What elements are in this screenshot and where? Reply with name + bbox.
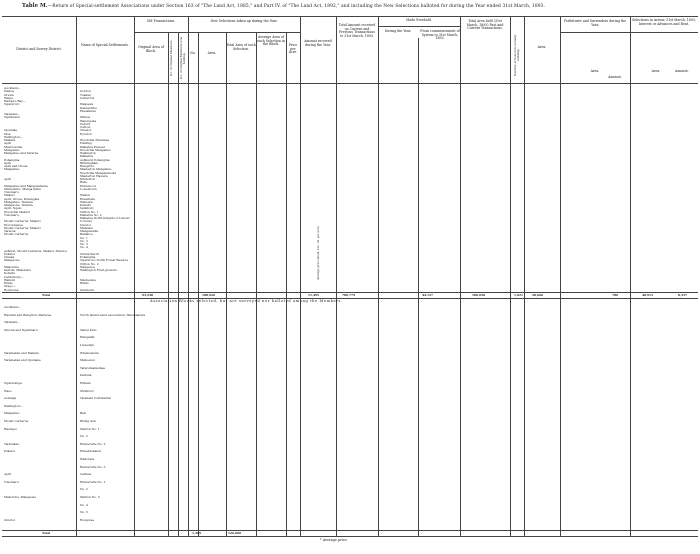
district-cell: Hauraki and Rangitoto Pastures xyxy=(4,312,52,317)
settlement-name-cell: Wangaroa xyxy=(80,264,95,269)
district-cell: Kohuhu xyxy=(4,271,16,276)
district-cell: Taramakau and Makara xyxy=(4,350,39,355)
district-cell: Hinds xyxy=(4,281,13,285)
settlement-name-cell: Hunterville No. 2 xyxy=(80,441,106,446)
district-cell: Apiti xyxy=(4,472,11,477)
district-cell: Rowleuna xyxy=(4,287,19,292)
settlement-name-cell: Ballance xyxy=(80,232,93,237)
district-cell: Otago— xyxy=(4,284,16,289)
settlement-name-cell: Wellington Fruit-growers xyxy=(80,268,117,272)
settlement-name-cell: Ngaruroro North Forest Reserve xyxy=(80,258,129,263)
settlement-name-cell: Kimbolton xyxy=(80,177,96,181)
district-cell: Auckland— xyxy=(4,86,21,90)
settlement-name-cell: Stratford xyxy=(80,388,94,393)
header-arrear-area: Area. xyxy=(651,69,661,73)
district-cell: Makotuku xyxy=(4,264,19,269)
settlement-name-cell: Mackenzie xyxy=(80,277,96,282)
table-caption: —Return of Special-settlement Associations under Section 163 of "The Land Act, 1885," and Part IV. of "The Land Act, 1892," and including the New Selections balloted for during the Year ended 31st March, 1893. xyxy=(47,4,546,9)
header-residing: Number of Selectors actually residing. xyxy=(513,34,520,76)
header-new: New Selections taken up during the Year. xyxy=(210,19,278,23)
district-cell: Apiti, Ngaio xyxy=(4,206,22,211)
settlement-name-cell: Woodville Mangatainoka xyxy=(80,170,117,175)
settlement-name-cell: Hinds xyxy=(80,281,89,285)
table-title xyxy=(22,3,692,9)
district-cell: Wellington— xyxy=(4,134,23,139)
group-rule xyxy=(134,32,188,33)
district-cell: Apiti xyxy=(4,141,11,146)
settlement-name-cell: Tararumakauhaa xyxy=(80,365,105,370)
settlement-name-cell: Masterton Mangahao xyxy=(80,167,112,172)
table-row xyxy=(2,465,698,469)
district-cell: Opunake xyxy=(4,128,18,133)
settlement-name-cell: Umutoi xyxy=(80,222,91,227)
district-cell: Makotuku, Mangaone xyxy=(4,495,37,499)
district-cell: Mangahao xyxy=(4,411,20,416)
district-cell: Mount Cerberus, Makuri xyxy=(4,219,41,224)
header-old: Old Transactions. xyxy=(146,19,176,23)
settlement-name-cell: Llewellyn xyxy=(80,343,95,347)
settlement-name-cell: Eketahuna xyxy=(80,108,96,113)
district-cell: Tokomaru xyxy=(4,479,19,484)
settlement-name-cell: Taranaki Continental xyxy=(80,396,111,401)
settlement-name-cell: No. 2 xyxy=(80,238,88,243)
district-cell: Mount Cerberus xyxy=(4,232,29,237)
district-cell: Puketoi xyxy=(4,251,16,256)
district-cell: Ngatimaru xyxy=(4,115,20,120)
district-cell: Auckland— xyxy=(4,305,21,309)
header-total-area-held: Total Area held (31st March, 1893) Past and Current Transactions. xyxy=(466,19,504,31)
district-cell: Taranaki— xyxy=(4,112,20,116)
settlement-name-cell: Mahoenui xyxy=(80,358,95,363)
section2-total-row xyxy=(2,531,698,535)
district-cell: Mount Cerberus, Makuri xyxy=(4,225,41,230)
settlement-name-cell: Kahuiti xyxy=(80,203,91,207)
district-cell: Ashurst, Mount Cerberus, Makuri, Puketoi xyxy=(4,248,67,253)
header-during-year: During the Year. xyxy=(384,29,412,33)
header-bottom-rule xyxy=(2,83,698,84)
header-old-now: No. of Original Members now holding. xyxy=(179,36,186,80)
table-row xyxy=(2,343,698,347)
district-cell: Hawke's Bay— xyxy=(4,99,26,103)
settlement-name-cell: Ball xyxy=(80,411,86,416)
total-arrear-area: 48,913 xyxy=(642,293,654,297)
table-row xyxy=(2,305,698,309)
table-row xyxy=(2,495,698,499)
total-freehold-area: 44,127 xyxy=(422,293,434,297)
header-made-freehold: Made Freehold. xyxy=(406,18,432,22)
district-cell: Canterbury— xyxy=(4,274,24,279)
district-cell: Taramakau and Opunake xyxy=(4,358,41,363)
settlement-name-cell: No. 2 xyxy=(80,487,88,492)
table-row xyxy=(2,457,698,461)
settlement-name-cell: Pohangina xyxy=(80,255,96,259)
table-row xyxy=(2,351,698,355)
settlement-name-cell: Salisbury xyxy=(80,206,94,211)
bottom-rule xyxy=(2,536,698,537)
header-old-area: Original Area of Block. xyxy=(138,45,164,53)
header-selections-arrears: Selections in Arrear, 31st March, 1893; Interest or Advances and Rent. xyxy=(632,18,696,26)
settlement-name-cell: No. 1 xyxy=(80,235,88,240)
settlement-name-cell: Pahiatua No. 2 xyxy=(80,212,102,217)
settlement-name-cell: Carterton xyxy=(80,95,95,100)
table-row xyxy=(2,487,698,491)
table-row xyxy=(2,358,698,362)
settlement-name-cell: No. 3 xyxy=(80,242,88,246)
header-price: Price per Acre. xyxy=(288,43,298,55)
district-cell: Taranaki— xyxy=(4,320,20,325)
table-row xyxy=(2,404,698,408)
settlement-name-cell: North Island Land Association, Whenuakura xyxy=(80,312,146,317)
district-cell: Apiti, Oroua, Pohangina xyxy=(4,196,40,201)
district-cell: Umutoi xyxy=(4,517,15,522)
settlement-name-cell: Masterton Hawera xyxy=(80,173,108,178)
settlement-name-cell: Pahiatua xyxy=(80,154,93,159)
table-row xyxy=(2,320,698,324)
section2-total-count: 1,309 xyxy=(192,531,202,535)
settlement-name-cell: Whenuakura xyxy=(80,350,99,355)
district-cell: Mangaone, Tararua xyxy=(4,203,33,207)
header-new-no: No. xyxy=(190,51,196,55)
district-cell: Ngaturanga xyxy=(4,381,22,385)
settlement-name-cell: Christchurch xyxy=(80,251,100,256)
table-row xyxy=(2,503,698,507)
table-row xyxy=(2,480,698,484)
table-row xyxy=(2,518,698,522)
table-row xyxy=(2,419,698,423)
settlement-name-cell: Clifton No. 2 xyxy=(80,261,99,266)
district-cell: Tararakau xyxy=(4,441,19,446)
settlement-name-cell: Pahiatua North Knights of Labour xyxy=(80,216,130,220)
district-cell: Tokomaru xyxy=(4,190,19,194)
table-row xyxy=(2,396,698,400)
settlement-name-cell: Ashhurst Pohangina xyxy=(80,157,110,162)
settlement-name-cell: Wainui xyxy=(80,193,91,198)
table-row xyxy=(2,389,698,393)
section2-heading: Association Blocks selected, but not surveyed nor balloted among the Members. xyxy=(150,299,343,303)
total-arrear-amount: 8,337 xyxy=(678,293,688,297)
table-row xyxy=(2,472,698,476)
table-row xyxy=(2,381,698,385)
footnote: * Average price. xyxy=(320,538,348,542)
district-cell: Makara xyxy=(4,138,16,142)
district-cell: Horowhenua xyxy=(4,222,23,227)
settlement-name-cell: Holmwood xyxy=(80,183,96,188)
settlement-name-cell: Rata xyxy=(80,180,87,185)
district-cell: Hautapu xyxy=(4,426,17,431)
group-rule xyxy=(378,26,460,27)
table-row xyxy=(2,335,698,339)
header-new-total: Total Area of each Selection. xyxy=(226,43,256,51)
table-row xyxy=(2,449,698,453)
settlement-name-cell: Hunterville No. 1 xyxy=(80,479,106,484)
settlement-name-cell: No. 2 xyxy=(80,434,88,439)
settlement-name-cell: Rangitoto xyxy=(80,164,95,168)
settlement-name-cell: Pahiatua Pioneer xyxy=(80,144,105,149)
settlement-name-cell: No. 5 xyxy=(80,510,88,515)
settlement-name-cell: Carlisle xyxy=(80,472,92,477)
settlement-name-cell: No. 4 xyxy=(80,245,88,250)
settlement-name-cell: Woodville Mangahao xyxy=(80,147,111,152)
settlement-name-cell: No. 4 xyxy=(80,502,88,507)
header-forfeitures: Forfeitures and Surrenders during the Year. xyxy=(563,19,627,27)
header-district: District and Survey District. xyxy=(16,47,62,51)
district-cell: Moa xyxy=(4,131,11,136)
district-cell: Kaitoki, Makotuku xyxy=(4,268,32,272)
settlement-name-cell: Waiwera xyxy=(80,199,93,204)
district-cell: Mangahao, Tararua xyxy=(4,199,33,204)
settlement-name-cell: Mimoa xyxy=(80,115,91,120)
group-rule xyxy=(188,32,300,33)
table-row xyxy=(2,510,698,514)
top-rule xyxy=(2,16,698,17)
district-cell: Makuri xyxy=(4,193,15,198)
settlement-name-cell: Carlow xyxy=(80,125,91,129)
settlement-name-cell: Mangamahu xyxy=(80,229,99,233)
table-row xyxy=(2,442,698,446)
settlement-name-cell: Rongotea xyxy=(80,517,94,522)
district-cell: Mangahao and Mangatainoka xyxy=(4,183,48,188)
district-cell: Apiti and Oroua xyxy=(4,164,28,168)
header-forfeit-amount: Amount. xyxy=(608,75,622,79)
settlement-name-cell: Tainui Kiwi xyxy=(80,327,97,332)
district-cell: Pohangina xyxy=(4,157,20,162)
settlement-name-cell: Wellington xyxy=(80,151,96,155)
district-cell: Apiti xyxy=(4,177,11,181)
settlement-name-cell: Marton No. 3 xyxy=(80,495,100,499)
settlement-name-cell: Birmingham xyxy=(80,160,99,165)
settlement-name-cell: Marton No. 1 xyxy=(80,426,100,431)
district-cell: Omona and Ngatimaru xyxy=(4,327,38,332)
district-cell: Mangahao xyxy=(4,167,20,172)
header-old-settlers: No. of Original Members. xyxy=(169,39,173,77)
header-forfeit-area: Area. xyxy=(590,69,600,73)
section-divider xyxy=(2,298,698,299)
total-label: Total xyxy=(42,293,51,297)
total-residing: 1,021 xyxy=(514,293,524,297)
header-amount-received: Amount received during the Year. xyxy=(304,39,332,47)
settlement-name-cell: Tuakau xyxy=(80,92,91,97)
settlement-name-cell: Feilding xyxy=(80,141,92,146)
header-new-area: Area. xyxy=(207,51,217,55)
settlement-name-cell: Clifton No. 1 xyxy=(80,209,99,214)
district-cell: Waipu xyxy=(4,95,14,100)
district-cell: Waoo xyxy=(4,388,12,393)
settlement-name-cell: Ruawhata xyxy=(80,196,95,201)
table-row xyxy=(2,328,698,332)
settlement-name-cell: Hunterville No. 3 xyxy=(80,464,106,469)
settlement-name-cell: Eyreton xyxy=(80,131,92,136)
district-cell: Tararua xyxy=(4,229,16,233)
total-new-area: 188,926 xyxy=(202,293,216,297)
settlement-name-cell: Gordon xyxy=(80,89,91,94)
total-old-area: 93,238 xyxy=(142,293,154,297)
table-label: Table M. xyxy=(22,3,48,9)
district-cell: Waitoa xyxy=(4,89,14,94)
table-row xyxy=(2,434,698,438)
header-area: Area. xyxy=(537,45,547,49)
table-row xyxy=(2,411,698,415)
district-cell: Tokomaru xyxy=(4,212,19,217)
settlement-name-cell: Cheviot xyxy=(80,128,92,133)
settlement-name-cell: Mamaku xyxy=(80,225,93,230)
total-forfeit-amount: 780 xyxy=(612,293,619,297)
settlement-name-cell: Waipawa xyxy=(80,102,94,107)
table-row xyxy=(2,313,698,317)
section2-total-label: Total xyxy=(42,531,51,535)
table-row xyxy=(2,427,698,431)
district-cell: Mangahao and Tararua xyxy=(4,151,39,155)
section2-total-area: 126,000 xyxy=(228,531,242,535)
table-row xyxy=(2,366,698,370)
settlement-name-cell: Hangatiki xyxy=(80,335,95,340)
total-held: 186,058 xyxy=(472,293,486,297)
side-note: Average price about 15s. 1d. per acre. xyxy=(316,225,320,280)
district-cell: Ohinemutu, Manga Kahu xyxy=(4,186,41,191)
district-cell: Mount Cerberus xyxy=(4,419,29,423)
settlement-name-cell: Eltham xyxy=(80,381,91,385)
total-amount-received: 11,495 xyxy=(308,293,320,297)
settlement-name-cell: Woodville-Tiraumea xyxy=(80,138,110,142)
table-row xyxy=(2,288,698,292)
settlement-name-cell: Oxford xyxy=(80,121,91,126)
district-cell: Aotanga xyxy=(4,396,17,401)
header-names: Name of Special Settlements. xyxy=(80,43,129,47)
settlement-name-cell: Rising Sun xyxy=(80,419,96,423)
settlement-name-cell: Hukatitokanui xyxy=(80,449,101,454)
district-cell: Omaka xyxy=(4,255,15,259)
district-cell: Mauriceville xyxy=(4,144,23,149)
settlement-name-cell: Kaituna xyxy=(80,373,92,378)
settlement-name-cell: Coronet xyxy=(80,219,92,224)
header-total-received: Total Amount received on Current and Previous Transactions to 31st March, 1893. xyxy=(338,23,376,38)
district-cell: Puketoi xyxy=(4,449,16,454)
settlement-name-cell: Waiongona xyxy=(80,118,97,123)
settlement-name-cell: Lowestown xyxy=(80,186,97,191)
header-new-avg: Average Area of each Selection in the Block. xyxy=(257,35,285,47)
table-row xyxy=(2,373,698,377)
header-arrear-amount: Amount. xyxy=(675,69,689,73)
settlement-name-cell: Dannevirke xyxy=(80,105,97,110)
total-total-received: 780,779 xyxy=(342,293,356,297)
district-cell: Waitohi xyxy=(4,277,16,282)
district-cell: Mangaone xyxy=(4,258,20,263)
district-cell: Apiti xyxy=(4,160,11,165)
district-cell: Ngaruroro xyxy=(4,102,20,107)
district-cell: Woodville Makuri xyxy=(4,209,30,214)
district-cell: Mangahao xyxy=(4,147,20,152)
settlement-name-cell: Swinburn xyxy=(80,287,95,292)
total-forfeit-area: 28,660 xyxy=(532,293,544,297)
header-from-commencement: From commencement of System to 31st March, 1893. xyxy=(420,29,460,41)
settlement-name-cell: Waitotara xyxy=(80,457,95,461)
district-cell: Orewa xyxy=(4,92,14,97)
total-row xyxy=(2,293,698,297)
district-cell: Wellington— xyxy=(4,403,23,408)
group-rule xyxy=(560,32,698,33)
